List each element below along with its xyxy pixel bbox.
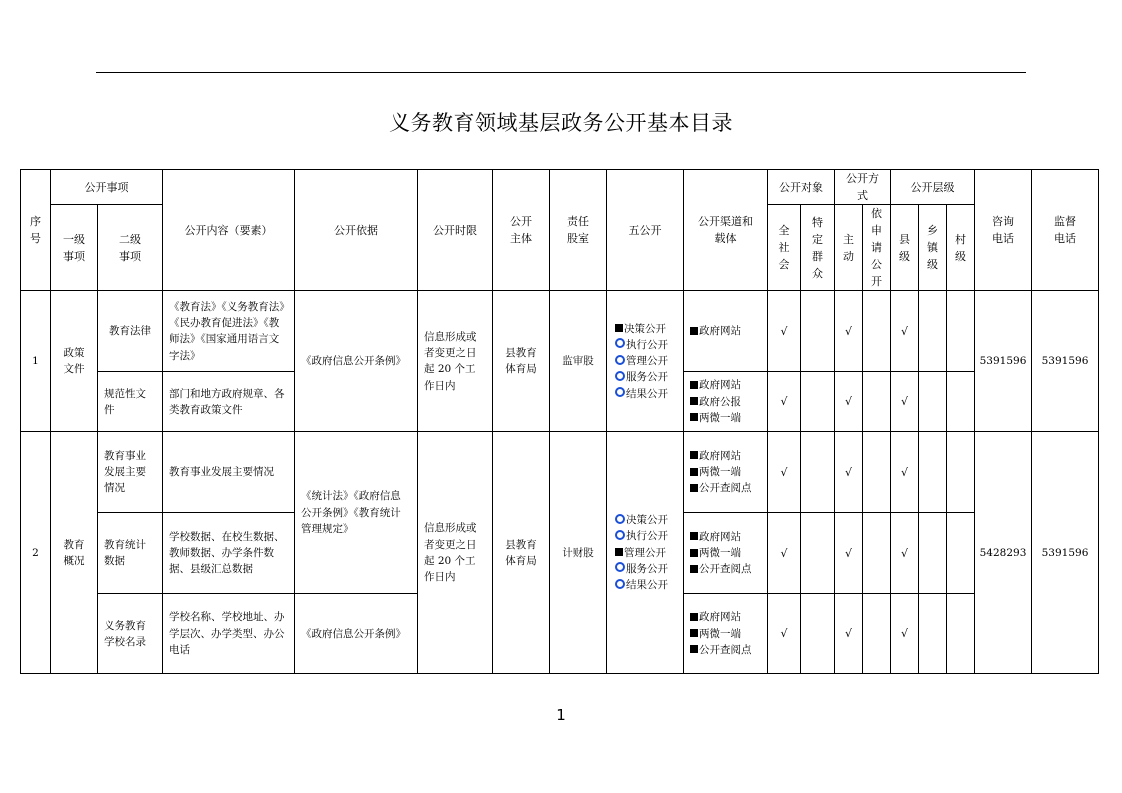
tier-village-check bbox=[947, 594, 975, 674]
five-public-item: 执行公开 bbox=[615, 337, 681, 353]
aud-all-check: √ bbox=[768, 432, 801, 513]
method-request-check bbox=[863, 372, 891, 432]
group1-row1-level2: 教育法律 bbox=[98, 291, 163, 372]
group2-supervise-phone: 5391596 bbox=[1032, 432, 1099, 674]
square-marker-icon bbox=[690, 532, 698, 540]
square-marker-icon bbox=[690, 484, 698, 492]
group2-time-limit: 信息形成或者变更之日起 20 个工作日内 bbox=[418, 432, 493, 674]
group1-seq: 1 bbox=[21, 291, 51, 432]
ring-marker-icon bbox=[615, 387, 625, 397]
tier-town-check bbox=[919, 291, 947, 372]
five-public-item: 决策公开 bbox=[615, 512, 681, 528]
group1-five-public bbox=[607, 291, 684, 432]
group2-row3-content: 学校名称、学校地址、办学层次、办学类型、办公电话 bbox=[163, 594, 295, 674]
group1-basis: 《政府信息公开条例》 bbox=[295, 291, 418, 432]
tier-village-check bbox=[947, 372, 975, 432]
tier-county-check: √ bbox=[891, 432, 919, 513]
method-active-check: √ bbox=[835, 372, 863, 432]
group2-row2-level2: 教育统计数据 bbox=[98, 513, 163, 594]
tier-county-check: √ bbox=[891, 372, 919, 432]
tier-county-check: √ bbox=[891, 594, 919, 674]
tier-town-check bbox=[919, 513, 947, 594]
square-marker-icon bbox=[690, 549, 698, 557]
group2-dept: 计财股 bbox=[550, 432, 607, 674]
header-basis: 公开依据 bbox=[295, 170, 418, 291]
five-public-item: 结果公开 bbox=[615, 386, 681, 402]
ring-marker-icon bbox=[615, 355, 625, 365]
header-consult-phone: 咨询电话 bbox=[975, 170, 1032, 291]
group1-time-limit: 信息形成或者变更之日起 20 个工作日内 bbox=[418, 291, 493, 432]
header-tier-village: 村级 bbox=[947, 205, 975, 291]
method-request-check bbox=[863, 291, 891, 372]
header-tier-county: 县级 bbox=[891, 205, 919, 291]
tier-county-check: √ bbox=[891, 513, 919, 594]
group2-five-public bbox=[607, 432, 684, 674]
aud-all-check: √ bbox=[768, 372, 801, 432]
group2-basis-b: 《政府信息公开条例》 bbox=[295, 594, 418, 674]
aud-specific-check bbox=[801, 291, 835, 372]
channel-item: 两微一端 bbox=[690, 410, 765, 426]
group1-row2-level2: 规范性文件 bbox=[98, 372, 163, 432]
header-level1: 一级事项 bbox=[51, 205, 98, 291]
group2-basis-a: 《统计法》《政府信息公开条例》《教育统计管理规定》 bbox=[295, 432, 418, 594]
aud-specific-check bbox=[801, 513, 835, 594]
tier-village-check bbox=[947, 291, 975, 372]
header-seq: 序号 bbox=[21, 170, 51, 291]
group1-row2-content: 部门和地方政府规章、各类教育政策文件 bbox=[163, 372, 295, 432]
channel-item: 公开查阅点 bbox=[690, 561, 765, 577]
method-active-check: √ bbox=[835, 432, 863, 513]
table-row bbox=[21, 432, 1099, 513]
group2-seq: 2 bbox=[21, 432, 51, 674]
group2-row1-channels bbox=[684, 432, 768, 513]
group1-consult-phone: 5391596 bbox=[975, 291, 1032, 432]
aud-all-check: √ bbox=[768, 291, 801, 372]
aud-specific-check bbox=[801, 594, 835, 674]
channel-item: 公开查阅点 bbox=[690, 642, 765, 658]
square-marker-icon bbox=[690, 381, 698, 389]
method-active-check: √ bbox=[835, 513, 863, 594]
five-public-item: 管理公开 bbox=[615, 353, 681, 369]
five-public-item: 服务公开 bbox=[615, 561, 681, 577]
header-level2: 二级事项 bbox=[98, 205, 163, 291]
square-marker-icon bbox=[690, 397, 698, 405]
table-row bbox=[21, 291, 1099, 372]
header-method-active: 主动 bbox=[835, 205, 863, 291]
top-rule bbox=[96, 72, 1026, 73]
page-number: 1 bbox=[556, 706, 566, 724]
group2-subject: 县教育体育局 bbox=[493, 432, 550, 674]
header-supervise-phone: 监督电话 bbox=[1032, 170, 1099, 291]
ring-marker-icon bbox=[615, 562, 625, 572]
header-subject: 公开主体 bbox=[493, 170, 550, 291]
header-method: 公开方式 bbox=[835, 170, 891, 205]
square-marker-icon bbox=[690, 468, 698, 476]
square-marker-icon bbox=[690, 645, 698, 653]
group2-row1-level2: 教育事业发展主要情况 bbox=[98, 432, 163, 513]
square-marker-icon bbox=[690, 327, 698, 335]
square-marker-icon bbox=[615, 324, 623, 332]
channel-item: 两微一端 bbox=[690, 626, 765, 642]
tier-town-check bbox=[919, 432, 947, 513]
header-method-request: 依申请公开 bbox=[863, 205, 891, 291]
channel-item: 政府网站 bbox=[690, 609, 765, 625]
channel-item: 两微一端 bbox=[690, 545, 765, 561]
header-aud-all: 全社会 bbox=[768, 205, 801, 291]
five-public-item: 结果公开 bbox=[615, 577, 681, 593]
square-marker-icon bbox=[690, 565, 698, 573]
square-marker-icon bbox=[690, 413, 698, 421]
ring-marker-icon bbox=[615, 514, 625, 524]
tier-village-check bbox=[947, 432, 975, 513]
header-time-limit: 公开时限 bbox=[418, 170, 493, 291]
group2-row2-channels bbox=[684, 513, 768, 594]
header-content: 公开内容（要素） bbox=[163, 170, 295, 291]
ring-marker-icon bbox=[615, 530, 625, 540]
header-matters: 公开事项 bbox=[51, 170, 163, 205]
group2-row2-content: 学校数据、在校生数据、教师数据、办学条件数据、县级汇总数据 bbox=[163, 513, 295, 594]
aud-specific-check bbox=[801, 372, 835, 432]
page-title: 义务教育领域基层政务公开基本目录 bbox=[389, 111, 733, 135]
header-five-public: 五公开 bbox=[607, 170, 684, 291]
method-request-check bbox=[863, 513, 891, 594]
group2-row1-content: 教育事业发展主要情况 bbox=[163, 432, 295, 513]
five-public-item: 服务公开 bbox=[615, 369, 681, 385]
ring-marker-icon bbox=[615, 338, 625, 348]
aud-all-check: √ bbox=[768, 513, 801, 594]
aud-specific-check bbox=[801, 432, 835, 513]
header-dept: 责任股室 bbox=[550, 170, 607, 291]
header-tier: 公开层级 bbox=[891, 170, 975, 205]
group1-subject: 县教育体育局 bbox=[493, 291, 550, 432]
five-public-item: 决策公开 bbox=[615, 321, 681, 337]
group1-row2-channels bbox=[684, 372, 768, 432]
method-active-check: √ bbox=[835, 291, 863, 372]
group2-row3-level2: 义务教育学校名录 bbox=[98, 594, 163, 674]
aud-all-check: √ bbox=[768, 594, 801, 674]
channel-item: 政府网站 bbox=[690, 448, 765, 464]
tier-county-check: √ bbox=[891, 291, 919, 372]
tier-town-check bbox=[919, 594, 947, 674]
header-aud-specific: 特定群众 bbox=[801, 205, 835, 291]
group2-consult-phone: 5428293 bbox=[975, 432, 1032, 674]
group1-level1: 政策文件 bbox=[51, 291, 98, 432]
group1-row1-content: 《教育法》《义务教育法》《民办教育促进法》《教师法》《国家通用语言文字法》 bbox=[163, 291, 295, 372]
group2-level1: 教育概况 bbox=[51, 432, 98, 674]
tier-town-check bbox=[919, 372, 947, 432]
ring-marker-icon bbox=[615, 579, 625, 589]
square-marker-icon bbox=[690, 451, 698, 459]
channel-item: 政府网站 bbox=[690, 323, 765, 339]
header-audience: 公开对象 bbox=[768, 170, 835, 205]
method-active-check: √ bbox=[835, 594, 863, 674]
method-request-check bbox=[863, 594, 891, 674]
tier-village-check bbox=[947, 513, 975, 594]
catalog-table bbox=[20, 169, 1099, 674]
channel-item: 政府网站 bbox=[690, 529, 765, 545]
group1-dept: 监审股 bbox=[550, 291, 607, 432]
square-marker-icon bbox=[690, 613, 698, 621]
group1-row1-channels bbox=[684, 291, 768, 372]
square-marker-icon bbox=[615, 548, 623, 556]
ring-marker-icon bbox=[615, 371, 625, 381]
channel-item: 政府公报 bbox=[690, 394, 765, 410]
five-public-item: 管理公开 bbox=[615, 545, 681, 561]
channel-item: 公开查阅点 bbox=[690, 480, 765, 496]
group1-supervise-phone: 5391596 bbox=[1032, 291, 1099, 432]
header-tier-town: 乡镇级 bbox=[919, 205, 947, 291]
channel-item: 政府网站 bbox=[690, 377, 765, 393]
header-channel: 公开渠道和载体 bbox=[684, 170, 768, 291]
method-request-check bbox=[863, 432, 891, 513]
five-public-item: 执行公开 bbox=[615, 528, 681, 544]
channel-item: 两微一端 bbox=[690, 464, 765, 480]
square-marker-icon bbox=[690, 629, 698, 637]
group2-row3-channels bbox=[684, 594, 768, 674]
